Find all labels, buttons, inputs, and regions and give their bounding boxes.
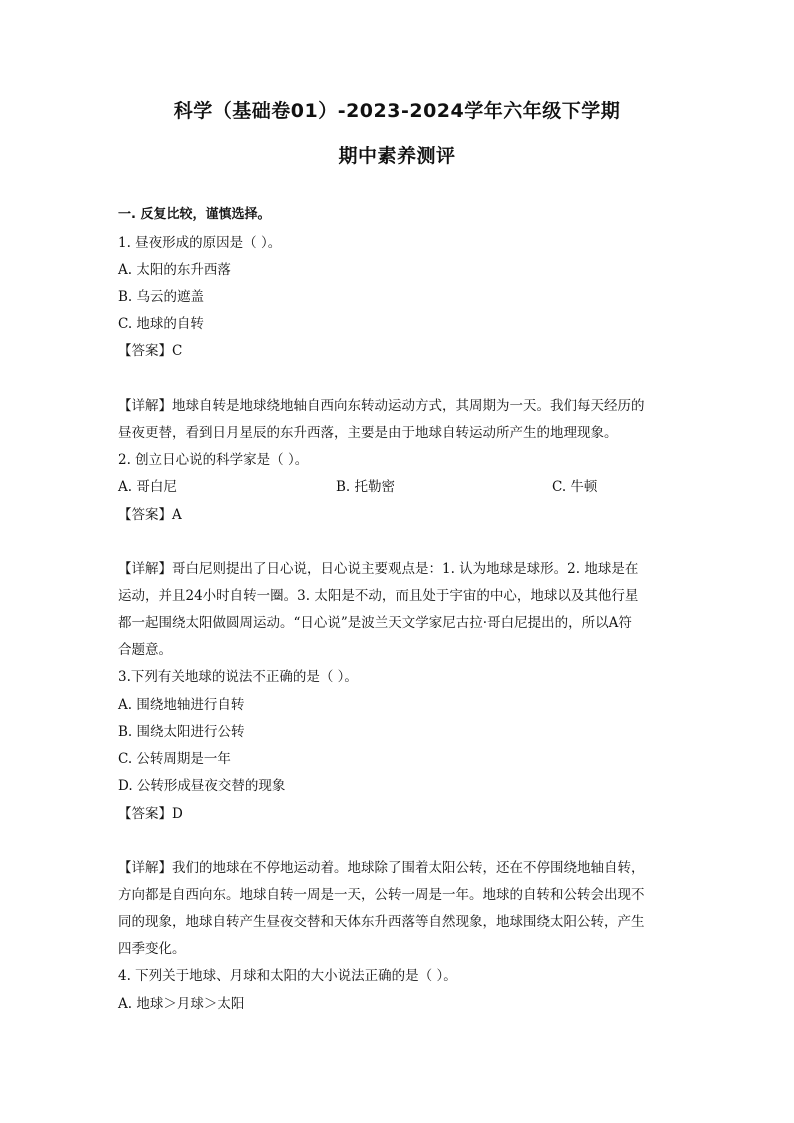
q3-option-d: D. 公转形成昼夜交替的现象 [118,778,286,794]
q1-answer: 【答案】C [118,343,183,359]
q3-detail-line4: 四季变化。 [118,941,186,957]
q3-detail-line1: 【详解】我们的地球在不停地运动着。地球除了围着太阳公转，还在不停围绕地轴自转， [118,860,645,876]
doc-title: 科学（基础卷01）-2023-2024学年六年级下学期 [173,100,621,122]
q3-detail-line2: 方向都是自西向东。地球自转一周是一天，公转一周是一年。地球的自转和公转会出现不 [118,887,645,903]
q3-detail-line3: 同的现象，地球自转产生昼夜交替和天体东升西落等自然现象，地球围绕太阳公转，产生 [118,914,645,930]
q3-stem: 3.下列有关地球的说法不正确的是（ ）。 [118,669,358,685]
q2-option-b: B. 托勒密 [336,479,396,495]
q3-option-c: C. 公转周期是一年 [118,751,231,767]
q2-option-c: C. 牛顿 [552,479,598,495]
section-heading: 一. 反复比较，谨慎选择。 [118,207,271,222]
q3-option-b: B. 围绕太阳进行公转 [118,724,245,740]
doc-subtitle: 期中素养测评 [338,145,456,167]
q2-detail-line3: 都一起围绕太阳做圆周运动。“日心说”是波兰天文学家尼古拉·哥白尼提出的，所以A符 [118,615,632,631]
q1-detail-line2: 昼夜更替，看到日月星辰的东升西落，主要是由于地球自转运动所产生的地理现象。 [118,425,618,441]
q2-options-row [118,478,678,496]
q4-stem: 4. 下列关于地球、月球和太阳的大小说法正确的是（ ）。 [118,968,457,984]
q1-detail-line1: 【详解】地球自转是地球绕地轴自西向东转动运动方式，其周期为一天。我们每天经历的 [118,398,645,414]
q3-option-a: A. 围绕地轴进行自转 [118,697,245,713]
q1-option-a: A. 太阳的东升西落 [118,262,231,278]
q2-stem: 2. 创立日心说的科学家是（ ）。 [118,452,309,468]
q3-answer: 【答案】D [118,806,183,822]
q2-detail-line2: 运动，并且24小时自转一圈。3. 太阳是不动，而且处于宇宙的中心，地球以及其他行星 [118,588,639,604]
q2-detail-line1: 【详解】哥白尼则提出了日心说，日心说主要观点是：1. 认为地球是球形。2. 地球是在 [118,561,639,577]
q1-option-c: C. 地球的自转 [118,316,204,332]
q4-option-a: A. 地球＞月球＞太阳 [118,996,245,1012]
q2-answer: 【答案】A [118,507,182,523]
q1-stem: 1. 昼夜形成的原因是（ ）。 [118,235,282,251]
q1-option-b: B. 乌云的遮盖 [118,289,205,305]
q2-detail-line4: 合题意。 [118,642,172,658]
q2-option-a: A. 哥白尼 [118,479,177,495]
